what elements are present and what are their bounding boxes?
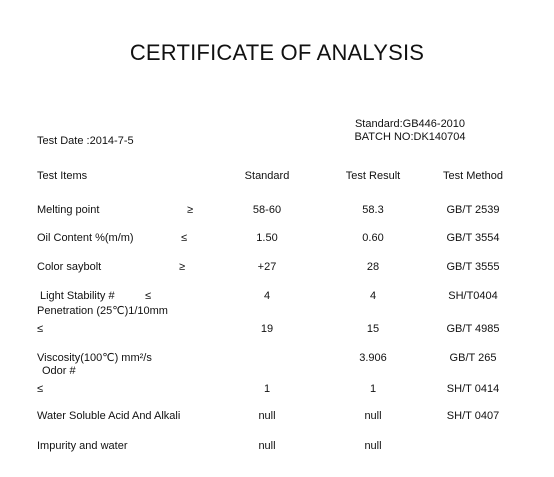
row-standard: +27 [257, 261, 277, 273]
row-symbol: ≤ [37, 383, 44, 395]
standard-number: Standard:GB446-2010 [354, 118, 466, 130]
row-result: 28 [366, 261, 380, 273]
col-header-method: Test Method [443, 170, 503, 182]
row-item: Impurity and water [37, 440, 128, 452]
row-result: 0.60 [362, 232, 384, 244]
row-symbol: ≥ [187, 204, 194, 216]
row-method: GB/T 3554 [446, 232, 500, 244]
col-header-standard: Standard [244, 170, 290, 182]
row-symbol: ≤ [145, 290, 152, 302]
test-date: Test Date :2014-7-5 [37, 135, 134, 147]
row-symbol: ≤ [181, 232, 188, 244]
row-item: Water Soluble Acid And Alkali [37, 410, 181, 422]
col-header-items: Test Items [37, 170, 88, 182]
standard-batch-block [350, 118, 470, 144]
row-method: SH/T 0407 [446, 410, 500, 422]
row-method: GB/T 2539 [446, 204, 500, 216]
row-standard: 58-60 [252, 204, 282, 216]
row-symbol: ≥ [179, 261, 186, 273]
row-result: 4 [369, 290, 377, 302]
row-standard: null [258, 440, 276, 452]
row-item: Oil Content %(m/m) [37, 232, 134, 244]
row-method: GB/T 265 [449, 352, 497, 364]
row-item: Melting point [37, 204, 100, 216]
row-result: 15 [366, 323, 380, 335]
row-item: Light Stability # [40, 290, 115, 302]
row-item: Odor # [42, 365, 76, 377]
row-result: 1 [369, 383, 377, 395]
row-item: Viscosity(100℃) mm²/s [37, 352, 152, 364]
row-method: SH/T 0414 [446, 383, 500, 395]
document-title: CERTIFICATE OF ANALYSIS [129, 40, 425, 65]
row-standard: 4 [263, 290, 271, 302]
col-header-result: Test Result [345, 170, 401, 182]
row-standard: 1.50 [256, 232, 278, 244]
row-item: Color saybolt [37, 261, 102, 273]
row-item: Penetration (25℃)1/10mm [37, 305, 168, 317]
row-result: null [364, 410, 382, 422]
row-symbol: ≤ [37, 323, 44, 335]
row-result: null [364, 440, 382, 452]
row-standard: 19 [260, 323, 274, 335]
batch-number: BATCH NO:DK140704 [354, 131, 466, 143]
row-result: 3.906 [359, 352, 387, 364]
row-method: GB/T 4985 [446, 323, 500, 335]
row-result: 58.3 [362, 204, 384, 216]
row-method: GB/T 3555 [446, 261, 500, 273]
row-standard: 1 [263, 383, 271, 395]
row-method: SH/T0404 [448, 290, 498, 302]
row-standard: null [258, 410, 276, 422]
